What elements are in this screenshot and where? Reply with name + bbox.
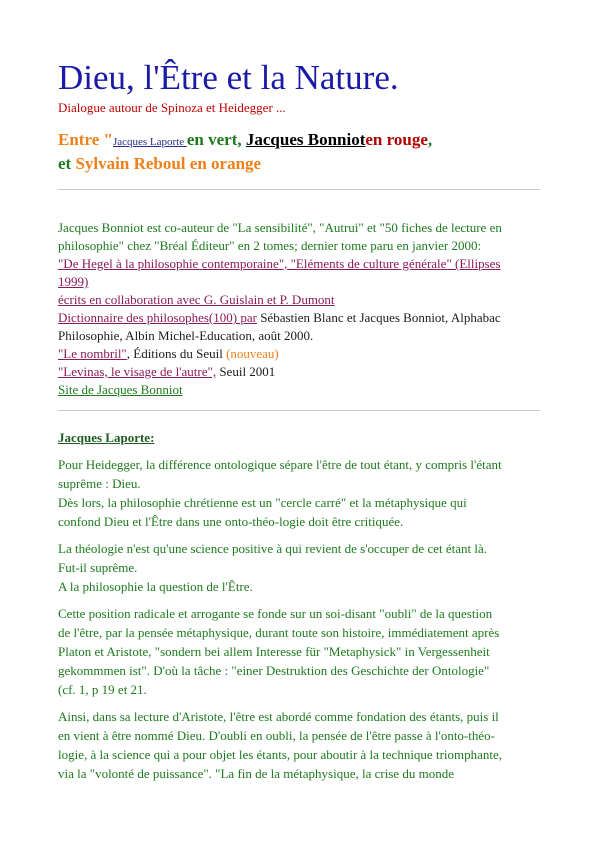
hegel-book-link-cont[interactable]: 1999) bbox=[58, 274, 89, 289]
text-line: via la "volonté de puissance". "La fin de la métaphysique, la crise du monde bbox=[58, 766, 455, 781]
text-line: Dès lors, la philosophie chrétienne est un "cercle carré" et la métaphysique qui bbox=[58, 495, 467, 510]
legend-en-rouge: en rouge bbox=[365, 130, 428, 149]
new-badge: (nouveau) bbox=[226, 346, 279, 361]
text-line: Platon et Aristote, "sondern bei allem Interesse für "Metaphysick" in Vergessenheit bbox=[58, 644, 490, 659]
page-title: Dieu, l'Être et la Nature. bbox=[58, 58, 399, 97]
text-line: logie, à la science qui a pour objet les étants, pour aboutir à la technique triomphante, bbox=[58, 747, 503, 762]
paragraph bbox=[58, 455, 540, 531]
collaboration-link[interactable]: écrits en collaboration avec G. Guislain et P. Dumont bbox=[58, 292, 335, 307]
paragraph bbox=[58, 707, 540, 783]
legend-et: et bbox=[58, 154, 76, 173]
legend-bonniot: Jacques Bonniot bbox=[245, 130, 366, 149]
paragraph bbox=[58, 539, 540, 596]
participants-legend-line-2 bbox=[58, 154, 261, 174]
text-line: confond Dieu et l'Être dans une onto-théo-logie doit être critiquée. bbox=[58, 514, 404, 529]
paragraph bbox=[58, 604, 540, 699]
text-line: gekommmen ist". D'où la tâche : "einer Destruktion des Geschichte der Ontologie" bbox=[58, 663, 490, 678]
text-line: (cf. 1, p 19 et 21. bbox=[58, 682, 147, 697]
nombril-link[interactable]: "Le nombril" bbox=[58, 346, 127, 361]
text-line: Ainsi, dans sa lecture d'Aristote, l'être est abordé comme fondation des étants, puis il bbox=[58, 709, 499, 724]
intro-text: Sébastien Blanc et Jacques Bonniot, Alphabac bbox=[256, 310, 501, 325]
levinas-link[interactable]: "Levinas, le visage de l'autre", bbox=[58, 364, 217, 379]
intro-link-line bbox=[58, 381, 540, 399]
intro-mixed-line bbox=[58, 363, 540, 381]
legend-comma: , bbox=[427, 130, 433, 149]
intro-link-line bbox=[58, 273, 540, 291]
text-line: Pour Heidegger, la différence ontologique sépare l'être de tout étant, y compris l'étant bbox=[58, 457, 502, 472]
laporte-contribution bbox=[58, 428, 540, 791]
intro-line: Jacques Bonniot est co-auteur de "La sensibilité", "Autrui" et "50 fiches de lecture en bbox=[58, 220, 502, 235]
text-line: en vient à être nommé Dieu. D'oubli en oubli, la pensée de l'être passe à l'onto-théo- bbox=[58, 728, 495, 743]
legend-en-vert: en vert, bbox=[186, 130, 246, 149]
bonniot-site-link[interactable]: Site de Jacques Bonniot bbox=[58, 382, 183, 397]
intro-link-line bbox=[58, 291, 540, 309]
intro-mixed-line bbox=[58, 345, 540, 363]
text-line: A la philosophie la question de l'Être. bbox=[58, 579, 253, 594]
text-line: suprême : Dieu. bbox=[58, 476, 141, 491]
intro-link-line bbox=[58, 255, 540, 273]
participants-legend-line-1 bbox=[58, 130, 432, 150]
divider bbox=[58, 189, 540, 190]
legend-entre: Entre " bbox=[58, 130, 113, 149]
legend-reboul: Sylvain Reboul en orange bbox=[75, 154, 262, 173]
hegel-book-link[interactable]: "De Hegel à la philosophie contemporaine", "Eléments de culture générale" (Ellipses bbox=[58, 256, 501, 271]
author-bibliography bbox=[58, 219, 540, 399]
divider bbox=[58, 410, 540, 411]
text-line: Fut-il suprême. bbox=[58, 560, 138, 575]
intro-line: philosophie" chez "Bréal Éditeur" en 2 tomes; dernier tome paru en janvier 2000: bbox=[58, 238, 482, 253]
speaker-name: Jacques Laporte: bbox=[58, 430, 155, 445]
intro-mixed-line bbox=[58, 309, 540, 327]
laporte-link[interactable]: Jacques Laporte bbox=[112, 136, 187, 148]
intro-text: , Éditions du Seuil bbox=[126, 346, 227, 361]
text-line: La théologie n'est qu'une science positive à qui revient de s'occuper de cet étant là. bbox=[58, 541, 487, 556]
intro-line: Philosophie, Albin Michel-Education, août 2000. bbox=[58, 328, 314, 343]
text-line: de l'être, par la pensée métaphysique, durant toute son histoire, immédiatement après bbox=[58, 625, 500, 640]
text-line: Cette position radicale et arrogante se fonde sur un soi-disant "oubli" de la question bbox=[58, 606, 493, 621]
dictionnaire-link[interactable]: Dictionnaire des philosophes(100) par bbox=[58, 310, 257, 325]
page-subtitle: Dialogue autour de Spinoza et Heidegger ... bbox=[58, 100, 286, 115]
intro-text: Seuil 2001 bbox=[216, 364, 276, 379]
